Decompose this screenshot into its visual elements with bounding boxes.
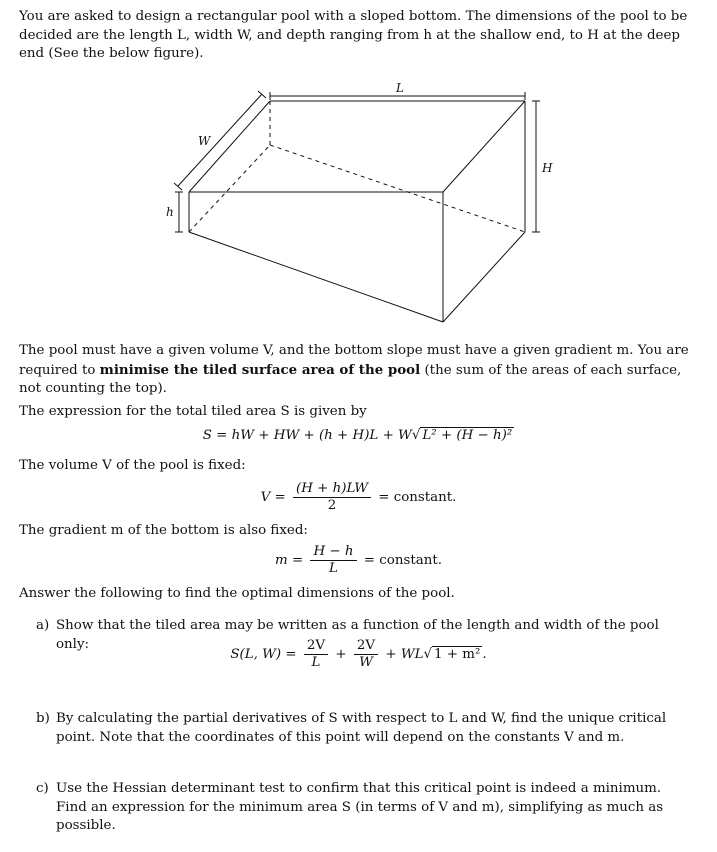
shallow-bottom-edge bbox=[189, 145, 270, 232]
label-H: H bbox=[542, 161, 553, 175]
question-a: a) Show that the tiled area may be written as a function of the length and width of the pool only: bbox=[36, 618, 659, 652]
answer-intro: Answer the following to find the optimal dimensions of the pool. bbox=[19, 586, 455, 601]
label-L: L bbox=[396, 81, 404, 95]
deep-bottom-edge bbox=[443, 232, 525, 322]
floor-front-edge bbox=[189, 232, 443, 322]
objective-bold: minimise the tiled surface area of the pool bbox=[99, 361, 421, 378]
label-h: h bbox=[166, 205, 174, 219]
question-b: b) By calculating the partial derivatives of S with respect to L and W, find the unique critical point. Note that the coordinates of this point will depend on the constants V and m. bbox=[36, 711, 667, 745]
gradient-intro: The gradient m of the bottom is also fixed: bbox=[19, 523, 308, 538]
constraints-paragraph: The pool must have a given volume V, and the bottom slope must have a given gradient m. You are required to minimise the tiled surface area of the pool (the sum of the areas of each surface, not counting the top). bbox=[19, 343, 689, 396]
area-intro: The expression for the total tiled area S is given by bbox=[19, 404, 367, 419]
gradient-equation: m = $\frac{H - h}{L}$ = constant. bbox=[275, 544, 442, 576]
floor-back-edge bbox=[270, 145, 525, 232]
question-c: c) Use the Hessian determinant test to confirm that this critical point is indeed a minimum. Find an expression for the minimum area S (in terms of V and m), simplifying as much as possible. bbox=[36, 781, 664, 833]
right-top-edge bbox=[443, 101, 525, 192]
question-a-equation: S(L, W) = $\frac{2V}{L}$ + $\frac{2V}{W}$ + WL√ 1 + m² . bbox=[230, 638, 487, 670]
area-equation: S = hW + HW + (h + H)L + W√ L² + (H − h)² bbox=[202, 428, 513, 443]
volume-intro: The volume V of the pool is fixed: bbox=[19, 458, 246, 473]
label-W: W bbox=[198, 134, 211, 148]
intro-paragraph: You are asked to design a rectangular pool with a sloped bottom. The dimensions of the pool to be decided are the length L, width W, and depth ranging from h at the shallow end, to H at the deep end (See the below figure). bbox=[19, 9, 688, 61]
volume-equation: V = $\frac{(H + h)LW}{2}$ = constant. bbox=[260, 481, 457, 513]
